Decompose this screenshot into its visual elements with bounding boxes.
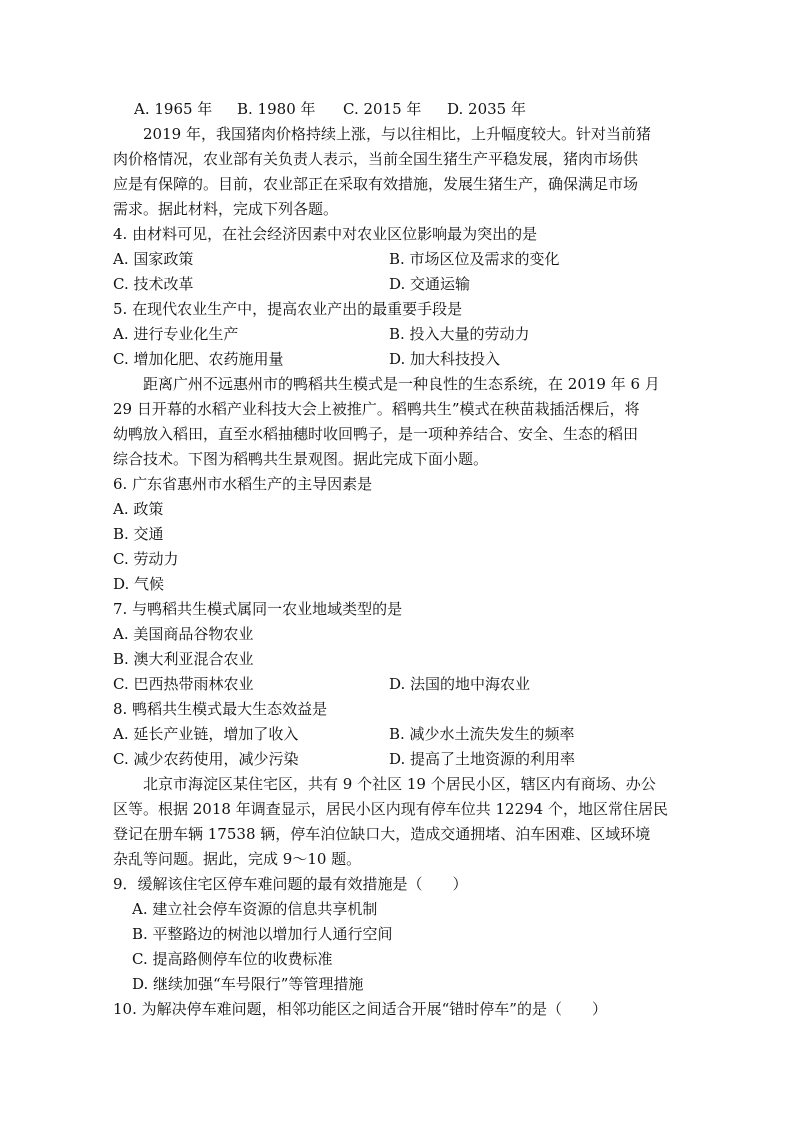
q4-stem: 4. 由材料可见，在社会经济因素中对农业区位影响最为突出的是 xyxy=(113,225,538,243)
passage2-line: 29 日开幕的水稻产业科技大会上被推广。稻鸭共生”模式在秧苗栽插活棵后，将 xyxy=(113,400,640,418)
q8-option-a: A. 延长产业链，增加了收入 xyxy=(113,725,299,743)
passage1-line: 需求。据此材料，完成下列各题。 xyxy=(113,200,339,218)
q6-option-d: D. 气候 xyxy=(113,575,165,593)
q9-option-a: A. 建立社会停车资源的信息共享机制 xyxy=(132,900,378,918)
passage2-line: 幼鸭放入稻田，直至水稻抽穗时收回鸭子，是一项种养结合、安全、生态的稻田 xyxy=(113,425,639,443)
q6-option-b: B. 交通 xyxy=(113,525,164,543)
q8-option-d: D. 提高了土地资源的利用率 xyxy=(389,750,576,768)
q9-option-c: C. 提高路侧停车位的收费标准 xyxy=(132,950,333,968)
q3-option-d: D. 2035 年 xyxy=(447,100,526,118)
q9-option-b: B. 平整路边的树池以增加行人通行空间 xyxy=(132,925,393,943)
passage3-line: 北京市海淀区某住宅区，共有 9 个社区 19 个居民小区，辖区内有商场、办公 xyxy=(143,775,656,793)
q5-option-d: D. 加大科技投入 xyxy=(389,350,501,368)
passage1-line: 应是有保障的。目前，农业部正在采取有效措施，发展生猪生产，确保满足市场 xyxy=(113,175,639,193)
q3-option-b: B. 1980 年 xyxy=(237,100,316,118)
q3-option-c: C. 2015 年 xyxy=(343,100,422,118)
q8-option-b: B. 减少水土流失发生的频率 xyxy=(389,725,575,743)
q4-option-a: A. 国家政策 xyxy=(113,250,194,268)
passage2-line: 距离广州不远惠州市的鸭稻共生模式是一种良性的生态系统，在 2019 年 6 月 xyxy=(143,375,660,393)
q7-option-a: A. 美国商品谷物农业 xyxy=(113,625,254,643)
q8-option-c: C. 减少农药使用，减少污染 xyxy=(113,750,299,768)
q8-stem: 8. 鸭稻共生模式最大生态效益是 xyxy=(113,700,328,718)
q5-option-a: A. 进行专业化生产 xyxy=(113,325,239,343)
q7-option-c: C. 巴西热带雨林农业 xyxy=(113,675,254,693)
passage3-line: 登记在册车辆 17538 辆，停车泊位缺口大，造成交通拥堵、泊车困难、区域环境 xyxy=(113,825,651,843)
passage3-line: 杂乱等问题。据此，完成 9～10 题。 xyxy=(113,850,362,868)
q5-option-c: C. 增加化肥、农药施用量 xyxy=(113,350,284,368)
q4-option-b: B. 市场区位及需求的变化 xyxy=(389,250,560,268)
passage2-line: 综合技术。下图为稻鸭共生景观图。据此完成下面小题。 xyxy=(113,450,489,468)
passage1-line: 肉价格情况，农业部有关负责人表示，当前全国生猪生产平稳发展，猪肉市场供 xyxy=(113,150,639,168)
q7-option-d: D. 法国的地中海农业 xyxy=(389,675,531,693)
q6-option-c: C. 劳动力 xyxy=(113,550,179,568)
q9-stem: 9．缓解该住宅区停车难问题的最有效措施是（ ） xyxy=(113,875,468,893)
q6-option-a: A. 政策 xyxy=(113,500,164,518)
q4-option-c: C. 技术改革 xyxy=(113,275,194,293)
passage3-line: 区等。根据 2018 年调查显示，居民小区内现有停车位共 12294 个，地区常住居民 xyxy=(113,800,668,818)
q5-option-b: B. 投入大量的劳动力 xyxy=(389,325,530,343)
q7-option-b: B. 澳大利亚混合农业 xyxy=(113,650,254,668)
q5-stem: 5. 在现代农业生产中，提高农业产出的最重要手段是 xyxy=(113,300,463,318)
q3-option-a: A. 1965 年 xyxy=(134,100,213,118)
q4-option-d: D. 交通运输 xyxy=(389,275,471,293)
passage1-line: 2019 年，我国猪肉价格持续上涨，与以往相比，上升幅度较大。针对当前猪 xyxy=(143,125,651,143)
q10-stem: 10. 为解决停车难问题，相邻功能区之间适合开展“错时停车”的是（ ） xyxy=(113,1000,607,1018)
q6-stem: 6. 广东省惠州市水稻生产的主导因素是 xyxy=(113,475,373,493)
q7-stem: 7. 与鸭稻共生模式属同一农业地域类型的是 xyxy=(113,600,403,618)
q9-option-d: D. 继续加强“车号限行”等管理措施 xyxy=(132,975,364,993)
